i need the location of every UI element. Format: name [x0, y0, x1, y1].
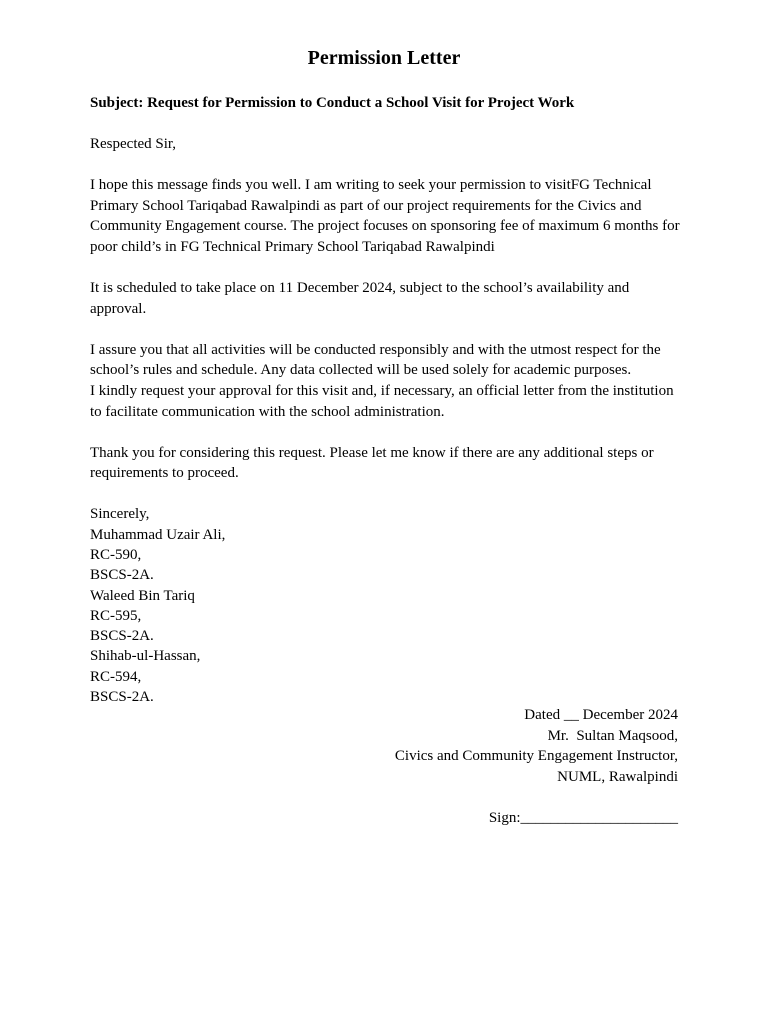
closing: Sincerely, [90, 506, 150, 523]
signer-line: RC-594, [90, 668, 142, 685]
signer-line: Shihab-ul-Hassan, [90, 648, 201, 665]
paragraph-intro: I hope this message finds you well. I am writing to seek your permission to visitFG Technical Primary School Tariqabad Rawalpindi as part of our project requirements for the Civics and Community Engagement course. The project focuses on sponsoring fee of maximum 6 months for poor child’s in FG Technical Primary School Tariqabad Rawalpindi [90, 177, 680, 255]
request-text: I kindly request your approval for this visit and, if necessary, an official letter from the institution to facilitate communication with the school administration. [90, 382, 674, 420]
paragraph-thanks: Thank you for considering this request. Please let me know if there are any additional steps or requirements to proceed. [90, 444, 654, 482]
date-line: Dated __ December 2024 [524, 707, 678, 723]
signer-line: RC-590, [90, 546, 142, 563]
sign-line: Sign:_____________________ [488, 809, 678, 826]
signer-line: BSCS-2A. [90, 628, 154, 645]
letter-subject: Subject: Request for Permission to Conduct a School Visit for Project Work [90, 95, 575, 111]
letter-title: Permission Letter [307, 47, 461, 69]
signature-block [90, 504, 680, 707]
signer-line: Muhammad Uzair Ali, [90, 526, 226, 543]
signer-line: BSCS-2A. [90, 567, 154, 584]
salutation: Respected Sir, [90, 136, 177, 153]
recipient-name: Mr. Sultan Maqsood, [547, 727, 678, 744]
recipient-position: Civics and Community Engagement Instructor, [394, 748, 678, 764]
signer-line: Waleed Bin Tariq [90, 587, 195, 604]
paragraph-schedule: It is scheduled to take place on 11 December 2024, subject to the school’s availability and approval. [90, 280, 630, 317]
signer-line: RC-595, [90, 607, 142, 624]
assurance-text: I assure you that all activities will be conducted responsibly and with the utmost respect for the school’s rules and schedule. Any data collected will be used solely for academic purposes. [90, 341, 661, 379]
signer-line: BSCS-2A. [90, 688, 154, 705]
recipient-institution: NUML, Rawalpindi [557, 768, 678, 785]
paragraph-assurance [90, 340, 680, 422]
recipient-block [278, 705, 678, 828]
letter-body [90, 93, 680, 707]
